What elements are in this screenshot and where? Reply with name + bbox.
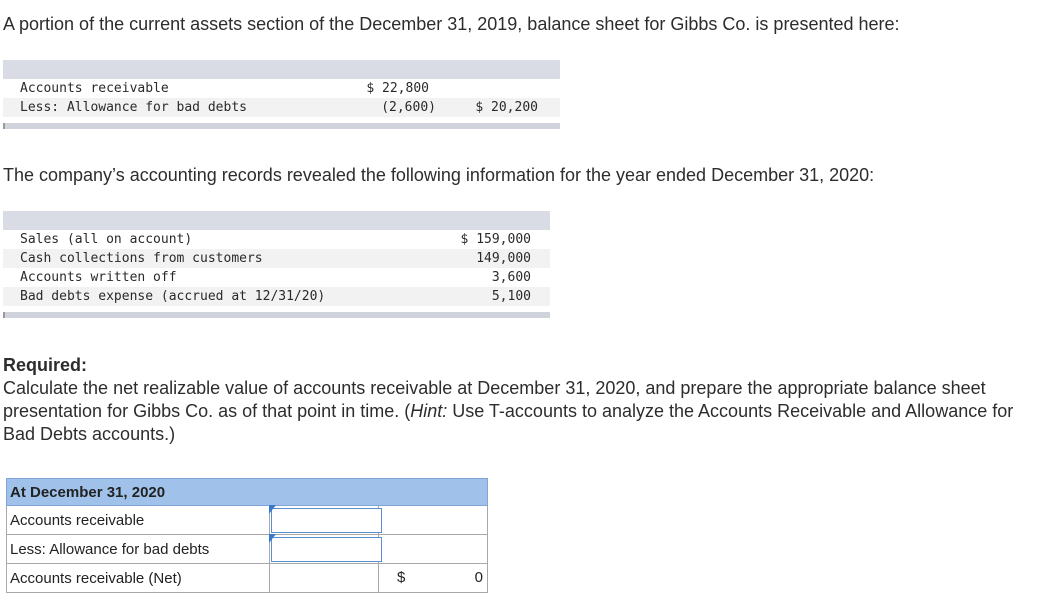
net-value: 0	[474, 569, 483, 586]
currency-symbol: $	[397, 569, 406, 586]
required-heading: Required:	[3, 355, 88, 375]
answer-row-label: Less: Allowance for bad debts	[7, 535, 270, 564]
table-top-bar	[3, 211, 550, 230]
table-row	[3, 268, 550, 287]
answer-table	[6, 478, 488, 593]
table-row	[3, 79, 560, 98]
input-flag-icon	[269, 534, 276, 543]
row-value: $ 159,000	[460, 232, 531, 247]
answer-table-header	[7, 479, 488, 506]
row-label: Accounts written off	[20, 270, 177, 285]
row-label: Accounts receivable	[20, 81, 169, 96]
table-row	[3, 98, 560, 117]
table-bottom-bar	[3, 123, 560, 129]
allowance-bad-debts-input[interactable]	[271, 537, 382, 562]
balance-sheet-2019-table	[3, 60, 560, 129]
net-value-cell	[379, 564, 488, 593]
row-label: Bad debts expense (accrued at 12/31/20)	[20, 289, 326, 304]
answer-row-label: Accounts receivable (Net)	[7, 564, 270, 593]
table-row	[7, 506, 488, 535]
accounts-receivable-input[interactable]	[271, 508, 382, 533]
accounting-records-2020-table	[3, 211, 550, 318]
table-row	[3, 249, 550, 268]
required-section	[3, 354, 1037, 446]
table-top-bar	[3, 60, 560, 79]
required-text-part2: Use T-accounts to analyze the Accounts Receivable and Allowance for Bad Debts accounts.)	[3, 401, 1014, 444]
answer-row-label: Accounts receivable	[7, 506, 270, 535]
answer-header-label: At December 31, 2020	[7, 479, 488, 506]
table-row	[7, 535, 488, 564]
required-text-part1: Calculate the net realizable value of accounts receivable at December 31, 2020, and prepare the appropriate balance sheet presentation for Gibbs Co. as of that point in time. (	[3, 378, 986, 421]
info-text: The company’s accounting records revealed the following information for the year ended December 31, 2020:	[3, 165, 875, 185]
row-label: Sales (all on account)	[20, 232, 193, 247]
answer-input-cell	[270, 535, 379, 564]
row-label: Cash collections from customers	[20, 251, 263, 266]
table-row	[3, 230, 550, 249]
answer-empty-cell	[379, 535, 488, 564]
row-amount: (2,600)	[381, 100, 436, 115]
row-value: 149,000	[476, 251, 531, 266]
answer-empty-cell	[379, 506, 488, 535]
row-label: Less: Allowance for bad debts	[20, 100, 247, 115]
answer-empty-cell	[270, 564, 379, 593]
input-flag-icon	[269, 505, 276, 514]
row-value: 3,600	[491, 270, 531, 285]
row-amount: $ 22,800	[366, 81, 429, 96]
row-value: 5,100	[491, 289, 531, 304]
answer-input-cell	[270, 506, 379, 535]
row-total: $ 20,200	[475, 100, 538, 115]
hint-label: Hint:	[410, 401, 448, 421]
required-text	[3, 377, 1037, 446]
table-row	[3, 287, 550, 306]
table-bottom-bar	[3, 312, 550, 318]
intro-text: A portion of the current assets section of the December 31, 2019, balance sheet for Gibbs Co. is presented here:	[3, 14, 900, 34]
table-row	[7, 564, 488, 593]
